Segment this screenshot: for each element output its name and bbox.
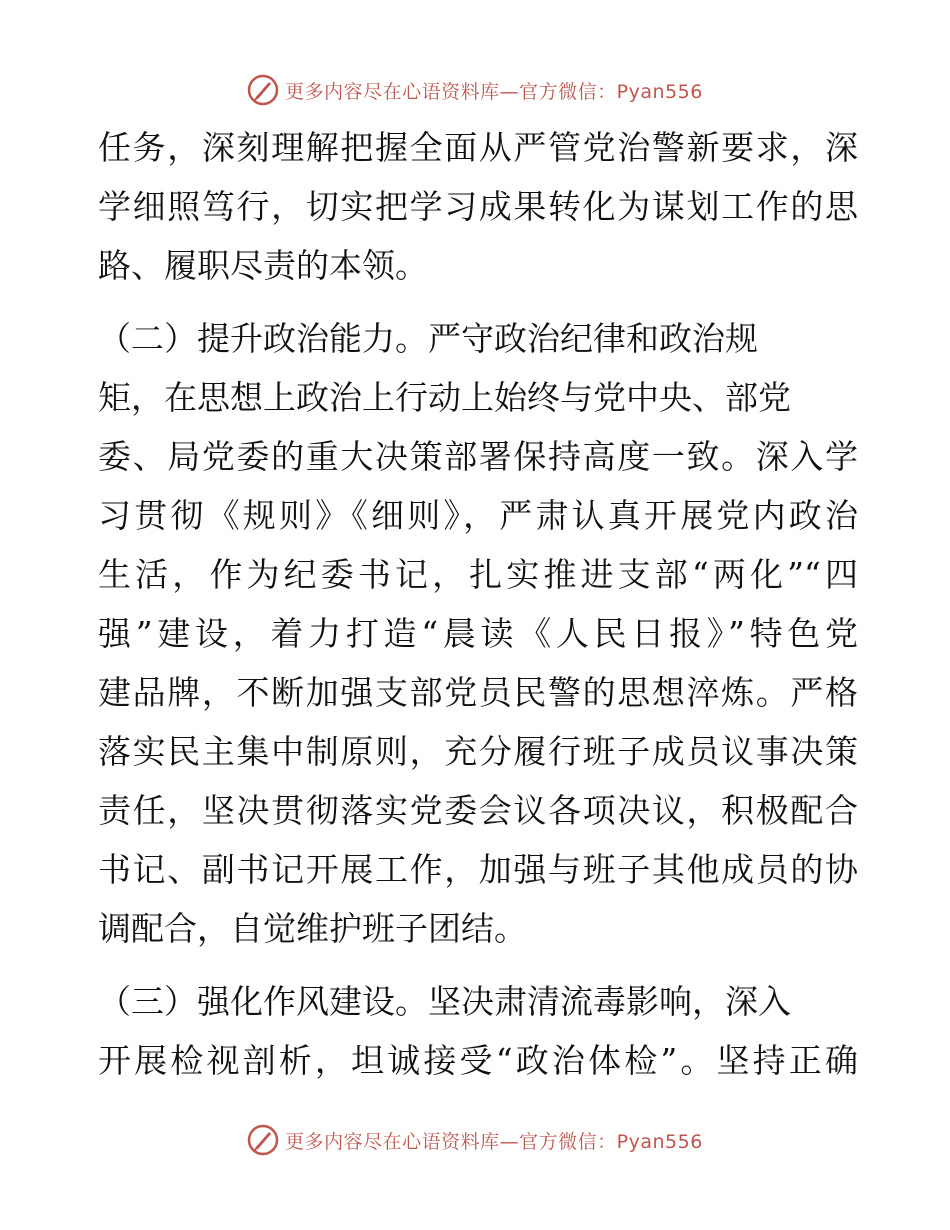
header-banner	[0, 70, 950, 110]
text-line: 路、履职尽责的本领。	[98, 246, 428, 285]
text-line: 开展检视剖析，坦诚接受“政治体检”。坚持正确	[98, 1041, 858, 1080]
text-line: 落实民主集中制原则，充分履行班子成员议事决策	[98, 732, 858, 771]
text-line: 强”建设，着力打造“晨读《人民日报》”特色党	[98, 614, 858, 653]
section-heading-line: （三）强化作风建设。坚决肃清流毒影响，深入	[98, 982, 791, 1021]
text-line: 任务，深刻理解把握全面从严管党治警新要求，深	[98, 128, 858, 167]
text-line: 生活，作为纪委书记，扎实推进支部“两化”“四	[98, 555, 858, 594]
footer-banner-text: 更多内容尽在心语资料库—官方微信：Pyan556	[285, 1130, 703, 1153]
feather-pen-logo	[247, 74, 279, 106]
feather-pen-logo	[247, 1124, 279, 1156]
text-line: 责任，坚决贯彻落实党委会议各项决议，积极配合	[98, 791, 858, 830]
text-line: 习贯彻《规则》《细则》，严肃认真开展党内政治	[98, 496, 858, 535]
text-line: 书记、副书记开展工作，加强与班子其他成员的协	[98, 850, 858, 889]
footer-banner	[0, 1120, 950, 1160]
document-body	[98, 118, 858, 1090]
text-line: 委、局党委的重大决策部署保持高度一致。深入学	[98, 437, 858, 476]
text-line: 学细照笃行，切实把学习成果转化为谋划工作的思	[98, 187, 858, 226]
section-heading-line: （二）提升政治能力。严守政治纪律和政治规	[98, 319, 758, 358]
text-line: 建品牌，不断加强支部党员民警的思想淬炼。严格	[98, 673, 858, 712]
header-banner-text: 更多内容尽在心语资料库—官方微信：Pyan556	[285, 80, 703, 103]
text-line: 矩，在思想上政治上行动上始终与党中央、部党	[98, 378, 791, 417]
text-line: 调配合，自觉维护班子团结。	[98, 909, 527, 948]
